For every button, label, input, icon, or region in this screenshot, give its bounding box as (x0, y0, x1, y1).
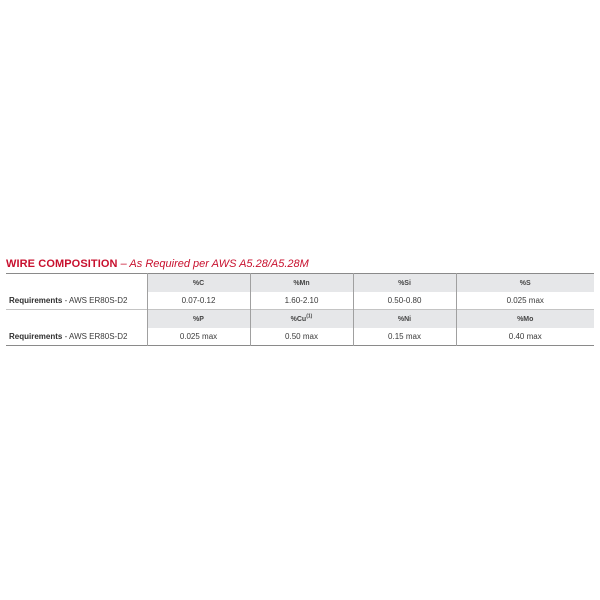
header-blank-cell (6, 310, 147, 329)
section-heading (6, 258, 309, 270)
table-row (6, 292, 594, 310)
section-subtitle: – As Required per AWS A5.28/A5.28M (117, 258, 309, 270)
requirements-label-spec: - AWS ER80S-D2 (62, 296, 128, 305)
requirements-label (6, 328, 147, 346)
table-header-row (6, 274, 594, 293)
header-cell-s: %S (456, 274, 594, 293)
header-cell-cu-text: %Cu (290, 315, 307, 323)
section-title: WIRE COMPOSITION (6, 258, 118, 270)
header-cell-si: %Si (353, 274, 456, 293)
requirements-label-bold: Requirements (9, 296, 63, 305)
header-cell-mn: %Mn (250, 274, 353, 293)
value-s: 0.025 max (456, 292, 594, 310)
header-cell-ni: %Ni (353, 310, 456, 329)
wire-composition-table (6, 273, 594, 346)
footnote-marker: (1) (306, 313, 313, 320)
requirements-label-bold: Requirements (9, 332, 63, 341)
value-cu: 0.50 max (250, 328, 353, 346)
value-p: 0.025 max (147, 328, 250, 346)
header-blank-cell (6, 274, 147, 293)
header-cell-p: %P (147, 310, 250, 329)
table-header-row (6, 310, 594, 329)
header-cell-cu (250, 310, 353, 329)
value-si: 0.50-0.80 (353, 292, 456, 310)
value-c: 0.07-0.12 (147, 292, 250, 310)
value-mo: 0.40 max (456, 328, 594, 346)
header-cell-c: %C (147, 274, 250, 293)
value-mn: 1.60-2.10 (250, 292, 353, 310)
table-row (6, 328, 594, 346)
requirements-label (6, 292, 147, 310)
header-cell-mo: %Mo (456, 310, 594, 329)
value-ni: 0.15 max (353, 328, 456, 346)
requirements-label-spec: - AWS ER80S-D2 (62, 332, 128, 341)
